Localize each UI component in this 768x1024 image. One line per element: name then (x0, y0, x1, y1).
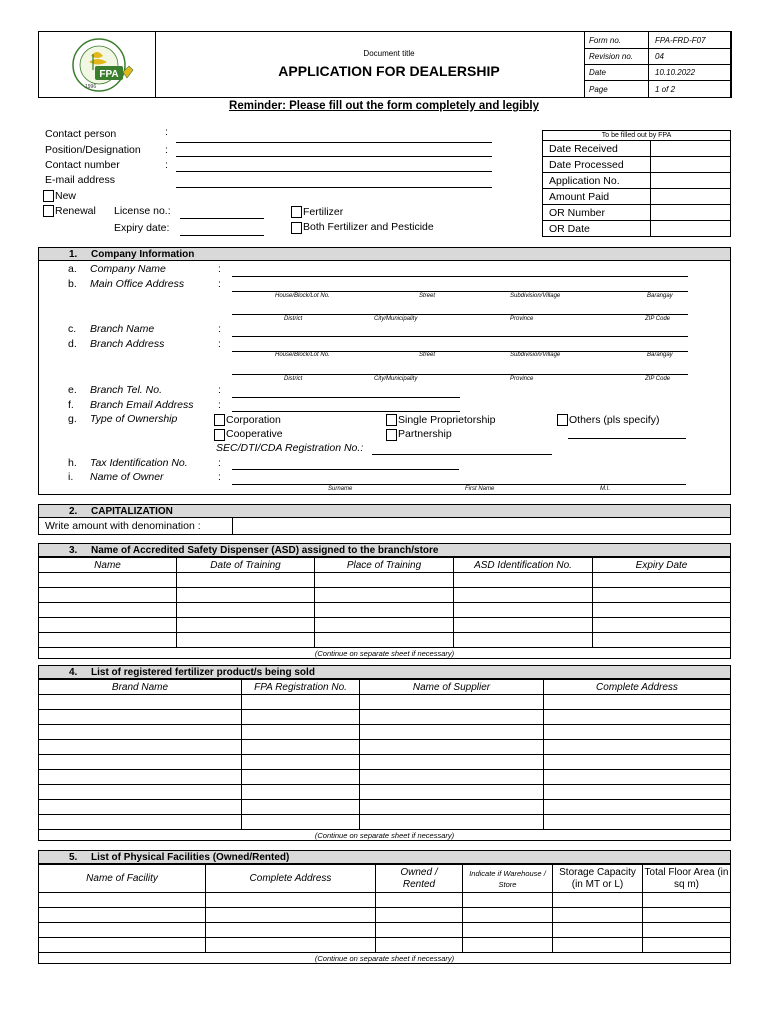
table-cell[interactable] (39, 633, 177, 648)
item-letter: c. (68, 323, 77, 335)
addr-hint: City/Municipality (374, 316, 418, 322)
branch-tel-label: Branch Tel. No. (90, 384, 162, 396)
addr-hint: City/Municipality (374, 376, 418, 382)
license-label: License no.: (114, 205, 171, 217)
branch-name-label: Branch Name (90, 323, 155, 335)
section3-header (38, 543, 731, 557)
table-cell[interactable] (544, 815, 731, 830)
facilities-table (38, 864, 731, 964)
fac-col-header: Name of Facility (39, 865, 206, 893)
table-cell[interactable] (360, 740, 544, 755)
meta-value: 10.10.2022 (649, 65, 732, 81)
single-prop-label: Single Proprietorship (398, 414, 496, 426)
sec-label: SEC/DTI/CDA Registration No.: (216, 442, 364, 454)
fac-col-header: Indicate if Warehouse / Store (463, 865, 553, 893)
table-cell[interactable] (553, 938, 643, 953)
table-cell[interactable] (177, 603, 315, 618)
fac-col-header: Total Floor Area (in sq m) (643, 865, 731, 893)
fpa-row-value[interactable] (651, 141, 731, 157)
owner-hint: First Name (465, 486, 495, 492)
both-checkbox[interactable] (291, 222, 302, 234)
colon: : (218, 323, 221, 335)
email-label: E-mail address (45, 174, 116, 186)
others-field[interactable] (568, 438, 686, 439)
fpa-row-label: Application No. (543, 173, 651, 189)
table-cell[interactable] (643, 908, 731, 923)
table-cell[interactable] (39, 800, 242, 815)
table-row (39, 740, 731, 755)
fpa-row-label: Date Received (543, 141, 651, 157)
colon: : (218, 457, 221, 469)
fpa-row-value[interactable] (651, 173, 731, 189)
doc-title-cell (156, 32, 622, 97)
cooperative-label: Cooperative (226, 428, 283, 440)
section5-header (38, 850, 731, 864)
table-cell[interactable] (39, 710, 242, 725)
table-cell[interactable] (315, 573, 454, 588)
section1-title: Company Information (91, 249, 195, 260)
both-label: Both Fertilizer and Pesticide (303, 221, 434, 233)
fpa-row-value[interactable] (651, 221, 731, 237)
table-row (39, 785, 731, 800)
colon: : (218, 399, 221, 411)
section4-title: List of registered fertilizer product/s being sold (91, 667, 315, 678)
capitalization-field[interactable] (232, 518, 731, 534)
addr-hint: ZIP Code (645, 376, 671, 382)
colon: : (165, 144, 168, 156)
fac-col-header: Complete Address (206, 865, 376, 893)
table-cell[interactable] (553, 923, 643, 938)
table-cell[interactable] (39, 815, 242, 830)
tin-label: Tax Identification No. (90, 457, 188, 469)
asd-col-header: Expiry Date (593, 558, 731, 573)
table-cell[interactable] (39, 755, 242, 770)
fert-col-header: Name of Supplier (360, 680, 544, 695)
addr-hint: Subdivision/Village (510, 293, 561, 299)
svg-text:FPA: FPA (99, 69, 119, 80)
table-row (39, 770, 731, 785)
item-letter: h. (68, 457, 77, 469)
owner-name-field[interactable] (232, 484, 686, 485)
table-cell[interactable] (360, 710, 544, 725)
table-cell[interactable] (376, 923, 463, 938)
table-cell[interactable] (463, 923, 553, 938)
addr-hint: Province (510, 316, 534, 322)
branch-email-field[interactable] (232, 411, 460, 412)
contact-person-label: Contact person (45, 128, 117, 140)
table-cell[interactable] (643, 923, 731, 938)
table-cell[interactable] (360, 815, 544, 830)
fpa-use-table (542, 130, 731, 237)
section4-header (38, 665, 731, 679)
table-row (39, 815, 731, 830)
table-cell[interactable] (593, 573, 731, 588)
item-letter: a. (68, 263, 77, 275)
fac-col-header: Storage Capacity (in MT or L) (553, 865, 643, 893)
item-letter: i. (68, 471, 74, 483)
table-cell[interactable] (376, 893, 463, 908)
table-cell[interactable] (177, 573, 315, 588)
asd-table (38, 557, 731, 659)
table-cell[interactable] (553, 893, 643, 908)
renewal-checkbox[interactable] (43, 205, 54, 217)
section2-title: CAPITALIZATION (91, 506, 173, 517)
partnership-label: Partnership (398, 428, 452, 440)
expiry-label: Expiry date: (114, 222, 170, 234)
table-cell[interactable] (593, 588, 731, 603)
colon: : (218, 338, 221, 350)
item-letter: d. (68, 338, 77, 350)
table-cell[interactable] (39, 573, 177, 588)
table-cell[interactable] (544, 695, 731, 710)
table-cell[interactable] (39, 770, 242, 785)
main-office-field-2[interactable] (232, 314, 688, 315)
table-cell[interactable] (39, 618, 177, 633)
table-cell[interactable] (242, 770, 360, 785)
colon: : (165, 159, 168, 171)
corporation-label: Corporation (226, 414, 281, 426)
table-cell[interactable] (360, 725, 544, 740)
meta-label: Date (585, 65, 649, 81)
doc-title-label: Document title (363, 49, 415, 58)
addr-hint: Street (419, 352, 436, 358)
table-cell[interactable] (177, 588, 315, 603)
table-cell[interactable] (643, 938, 731, 953)
table-cell[interactable] (593, 618, 731, 633)
table-cell[interactable] (360, 770, 544, 785)
owner-hint: Surname (328, 486, 353, 492)
sec-field[interactable] (372, 454, 552, 455)
cooperative-checkbox[interactable] (214, 429, 225, 441)
position-label: Position/Designation (45, 144, 141, 156)
fert-col-header: Complete Address (544, 680, 731, 695)
logo-cell (39, 32, 156, 97)
contact-number-label: Contact number (45, 159, 120, 171)
table-cell[interactable] (315, 588, 454, 603)
table-cell[interactable] (544, 725, 731, 740)
addr-hint: ZIP Code (645, 316, 671, 322)
branch-address-label: Branch Address (90, 338, 165, 350)
corporation-checkbox[interactable] (214, 414, 225, 426)
table-cell[interactable] (593, 633, 731, 648)
table-cell[interactable] (544, 710, 731, 725)
table-cell[interactable] (39, 603, 177, 618)
table-cell[interactable] (242, 815, 360, 830)
table-cell[interactable] (242, 725, 360, 740)
table-cell[interactable] (242, 755, 360, 770)
document-header (38, 31, 731, 98)
table-cell[interactable] (39, 908, 206, 923)
colon: : (218, 263, 221, 275)
table-cell[interactable] (376, 938, 463, 953)
fpa-logo-icon (55, 36, 145, 94)
table-cell[interactable] (242, 710, 360, 725)
table-cell[interactable] (593, 603, 731, 618)
item-letter: b. (68, 278, 77, 290)
fpa-row-label: OR Number (543, 205, 651, 221)
meta-label: Form no. (585, 32, 649, 49)
table-row (39, 725, 731, 740)
capitalization-label: Write amount with denomination : (45, 520, 201, 532)
company-name-field[interactable] (232, 276, 688, 277)
meta-value: 1 of 2 (649, 81, 732, 98)
table-cell[interactable] (315, 618, 454, 633)
fpa-row-label: Amount Paid (543, 189, 651, 205)
table-cell[interactable] (39, 725, 242, 740)
table-row (39, 923, 731, 938)
addr-hint: Barangay (647, 352, 673, 358)
table-cell[interactable] (177, 633, 315, 648)
section2-header (38, 504, 731, 518)
ownership-label: Type of Ownership (90, 413, 178, 425)
table-cell[interactable] (206, 893, 376, 908)
table-cell[interactable] (544, 785, 731, 800)
asd-col-header: Place of Training (315, 558, 454, 573)
table-cell[interactable] (544, 770, 731, 785)
continue-note: (Continue on separate sheet if necessary) (39, 830, 731, 841)
fpa-row-value[interactable] (651, 157, 731, 173)
others-label: Others (pls specify) (569, 414, 660, 426)
owner-hint: M.I. (600, 486, 610, 492)
table-cell[interactable] (39, 740, 242, 755)
item-letter: e. (68, 384, 77, 396)
table-row (39, 588, 731, 603)
owner-name-label: Name of Owner (90, 471, 164, 483)
table-row (39, 800, 731, 815)
addr-hint: House/Block/Lot No. (275, 293, 330, 299)
table-cell[interactable] (544, 755, 731, 770)
section4-num: 4. (69, 667, 78, 678)
table-cell[interactable] (360, 785, 544, 800)
table-cell[interactable] (544, 740, 731, 755)
contact-person-field[interactable] (176, 142, 492, 143)
meta-label: Page (585, 81, 649, 98)
table-row (39, 893, 731, 908)
table-cell[interactable] (454, 573, 593, 588)
table-row (39, 695, 731, 710)
fpa-row-label: Date Processed (543, 157, 651, 173)
meta-label: Revision no. (585, 49, 649, 65)
addr-hint: District (284, 376, 303, 382)
table-cell[interactable] (206, 938, 376, 953)
contact-number-field[interactable] (176, 171, 492, 172)
table-cell[interactable] (360, 755, 544, 770)
meta-value: 04 (649, 49, 732, 65)
table-cell[interactable] (315, 633, 454, 648)
branch-address-field-2[interactable] (232, 374, 688, 375)
partnership-checkbox[interactable] (386, 429, 397, 441)
table-cell[interactable] (39, 893, 206, 908)
asd-col-header: Date of Training (177, 558, 315, 573)
asd-col-header: Name (39, 558, 177, 573)
single-prop-checkbox[interactable] (386, 414, 397, 426)
colon: : (218, 278, 221, 290)
table-cell[interactable] (39, 923, 206, 938)
table-cell[interactable] (315, 603, 454, 618)
item-letter: f. (68, 399, 74, 411)
addr-hint: Subdivision/Village (510, 352, 561, 358)
fpa-row-value[interactable] (651, 205, 731, 221)
table-cell[interactable] (39, 588, 177, 603)
addr-hint: House/Block/Lot No. (275, 352, 330, 358)
continue-note: (Continue on separate sheet if necessary) (39, 953, 731, 964)
fpa-box-title: To be filled out by FPA (543, 131, 731, 141)
section5-num: 5. (69, 852, 78, 863)
table-cell[interactable] (242, 800, 360, 815)
table-row (39, 908, 731, 923)
section2-num: 2. (69, 506, 78, 517)
expiry-field[interactable] (180, 235, 264, 236)
doc-title: APPLICATION FOR DEALERSHIP (278, 63, 500, 79)
position-field[interactable] (176, 156, 492, 157)
table-cell[interactable] (177, 618, 315, 633)
table-cell[interactable] (643, 893, 731, 908)
table-cell[interactable] (206, 923, 376, 938)
fpa-row-value[interactable] (651, 189, 731, 205)
table-row (39, 618, 731, 633)
fert-col-header: Brand Name (39, 680, 242, 695)
addr-hint: District (284, 316, 303, 322)
asd-col-header: ASD Identification No. (454, 558, 593, 573)
reminder-text: Reminder: Please fill out the form completely and legibly (229, 100, 539, 112)
others-checkbox[interactable] (557, 414, 568, 426)
section3-title: Name of Accredited Safety Dispenser (ASD) assigned to the branch/store (91, 545, 439, 556)
fert-col-header: FPA Registration No. (242, 680, 360, 695)
table-cell[interactable] (360, 800, 544, 815)
tin-field[interactable] (232, 469, 459, 470)
table-cell[interactable] (206, 908, 376, 923)
addr-hint: Barangay (647, 293, 673, 299)
meta-value: FPA-FRD-F07 (649, 32, 732, 49)
table-row (39, 603, 731, 618)
colon: : (218, 384, 221, 396)
table-cell[interactable] (553, 908, 643, 923)
capitalization-row (38, 518, 731, 535)
table-cell[interactable] (454, 618, 593, 633)
svg-text:1996: 1996 (85, 84, 97, 90)
branch-email-label: Branch Email Address (90, 399, 194, 411)
addr-hint: Province (510, 376, 534, 382)
main-office-label: Main Office Address (90, 278, 185, 290)
renewal-label: Renewal (55, 205, 96, 217)
continue-note: (Continue on separate sheet if necessary) (39, 648, 731, 659)
new-checkbox[interactable] (43, 190, 54, 202)
fpa-row-label: OR Date (543, 221, 651, 237)
table-cell[interactable] (39, 785, 242, 800)
license-field[interactable] (180, 218, 264, 219)
email-field[interactable] (176, 187, 492, 188)
table-cell[interactable] (39, 695, 242, 710)
colon: : (165, 126, 168, 138)
company-name-label: Company Name (90, 263, 166, 275)
table-cell[interactable] (242, 785, 360, 800)
table-cell[interactable] (454, 603, 593, 618)
section1-num: 1. (69, 249, 78, 260)
table-cell[interactable] (454, 633, 593, 648)
table-cell[interactable] (376, 908, 463, 923)
fertilizer-checkbox[interactable] (291, 206, 302, 218)
table-cell[interactable] (360, 695, 544, 710)
item-letter: g. (68, 413, 77, 425)
main-office-field[interactable] (232, 291, 688, 292)
table-row (39, 710, 731, 725)
section3-num: 3. (69, 545, 78, 556)
fac-col-header: Owned / Rented (376, 865, 463, 893)
table-cell[interactable] (39, 938, 206, 953)
table-cell[interactable] (463, 908, 553, 923)
colon: : (218, 471, 221, 483)
table-cell[interactable] (463, 893, 553, 908)
table-row (39, 938, 731, 953)
table-cell[interactable] (463, 938, 553, 953)
new-label: New (55, 190, 77, 202)
table-cell[interactable] (242, 695, 360, 710)
table-row (39, 573, 731, 588)
table-cell[interactable] (242, 740, 360, 755)
meta-table (584, 31, 732, 98)
fertilizer-label: Fertilizer (303, 206, 344, 218)
addr-hint: Street (419, 293, 436, 299)
table-cell[interactable] (454, 588, 593, 603)
branch-name-field[interactable] (232, 336, 688, 337)
fertilizer-table (38, 679, 731, 841)
table-row (39, 633, 731, 648)
section5-title: List of Physical Facilities (Owned/Rented) (91, 852, 290, 863)
table-row (39, 755, 731, 770)
table-cell[interactable] (544, 800, 731, 815)
branch-tel-field[interactable] (232, 397, 460, 398)
section1-header (38, 247, 731, 261)
